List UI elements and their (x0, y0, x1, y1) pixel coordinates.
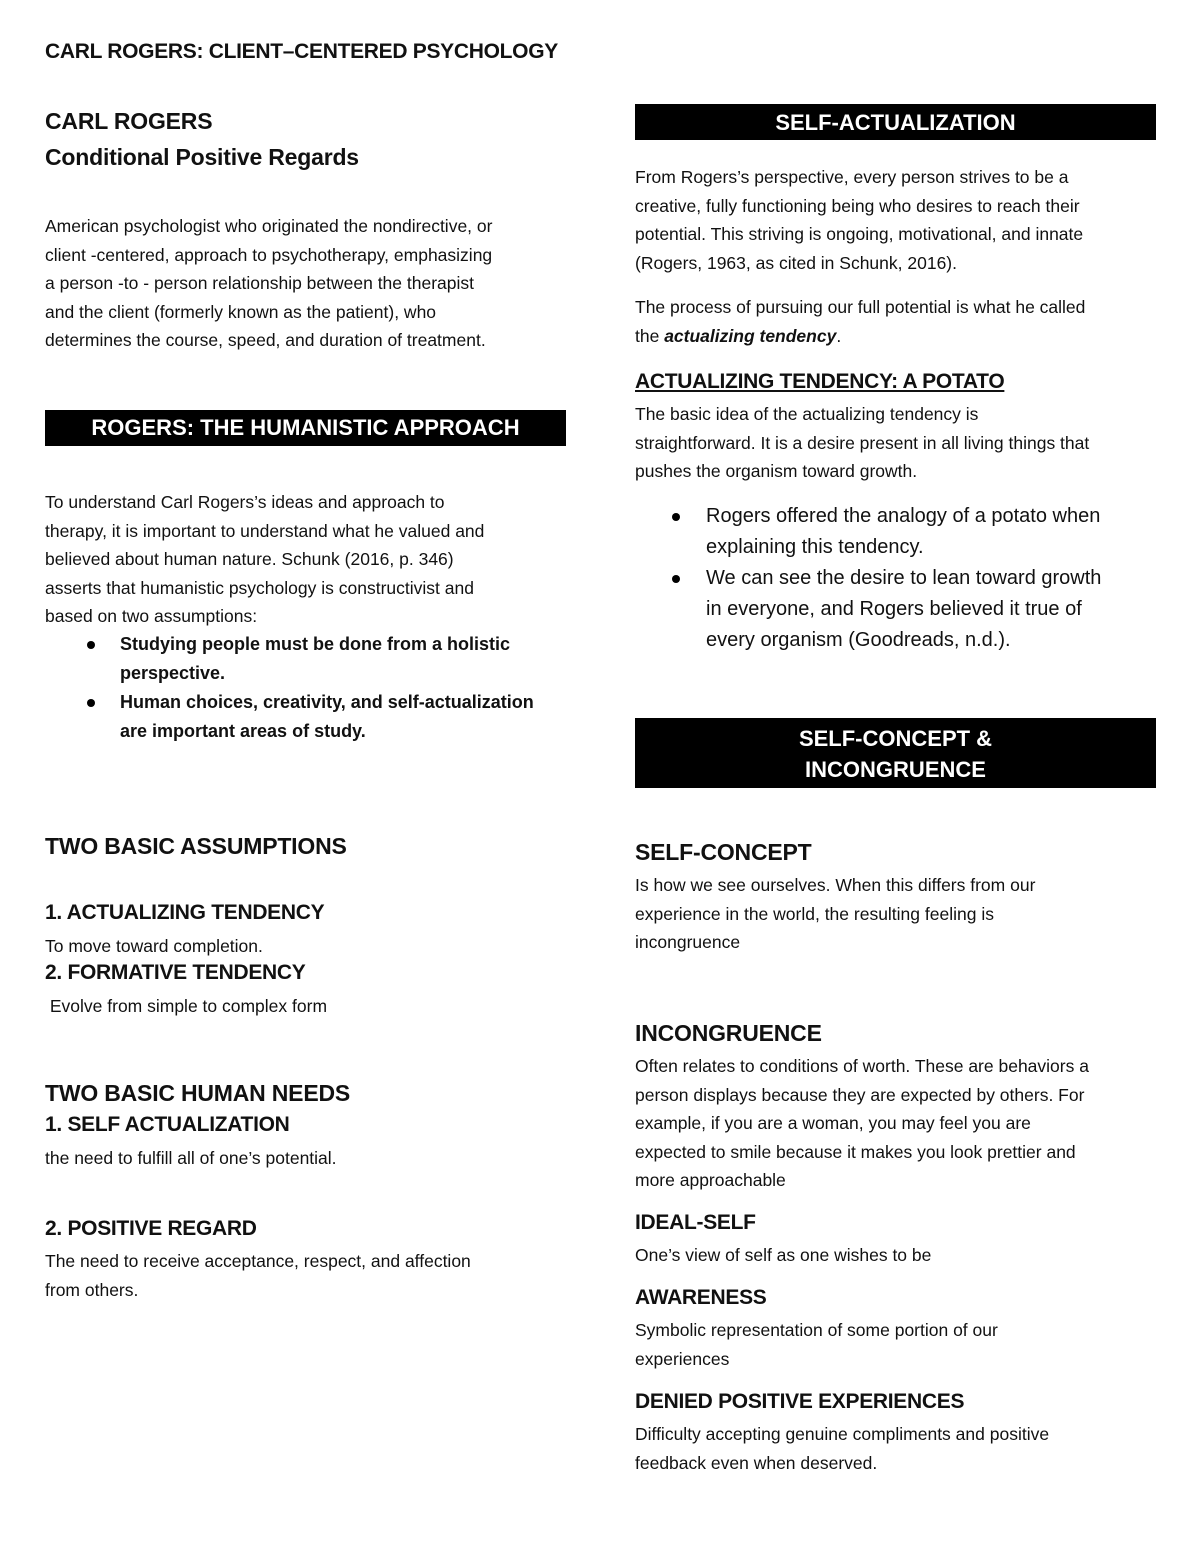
page-title: CARL ROGERS: CLIENT–CENTERED PSYCHOLOGY (45, 40, 558, 63)
denied-heading: DENIED POSITIVE EXPERIENCES (635, 1390, 965, 1413)
text-line: To understand Carl Rogers’s ideas and approach to (45, 492, 445, 512)
self-actualization-banner: SELF-ACTUALIZATION (635, 104, 1156, 140)
ideal-self-text: One’s view of self as one wishes to be (635, 1245, 932, 1265)
text-line: therapy, it is important to understand what he valued and (45, 520, 485, 541)
banner-line: SELF-CONCEPT & (798, 726, 993, 751)
text-line: Symbolic representation of some portion of our (635, 1320, 998, 1340)
assumption-2-heading: 2. FORMATIVE TENDENCY (45, 961, 306, 984)
process-paragraph (635, 293, 1085, 350)
text-line: creative, fully functioning being who desires to reach their (635, 195, 1080, 216)
text-line: feedback even when deserved. (635, 1452, 878, 1473)
self-concept-heading: SELF-CONCEPT (635, 839, 812, 865)
self-actualization-paragraph (635, 163, 1083, 277)
text-line: We can see the desire to lean toward growth (706, 567, 1102, 589)
text-line: The basic idea of the actualizing tendency is (635, 404, 979, 424)
potato-heading: ACTUALIZING TENDENCY: A POTATO (635, 370, 1005, 393)
incongruence-paragraph (635, 1052, 1089, 1195)
humanistic-bullet-list (120, 630, 534, 746)
humanistic-banner: ROGERS: THE HUMANISTIC APPROACH (45, 410, 566, 446)
text-line: example, if you are a woman, you may feel you are (635, 1113, 1031, 1133)
intro-paragraph (45, 212, 492, 355)
text-line: experience in the world, the resulting feeling is (635, 903, 994, 924)
text-line: Human choices, creativity, and self-actualization (120, 692, 534, 712)
need-2-text (45, 1247, 471, 1304)
text-line: potential. This striving is ongoing, motivational, and innate (635, 224, 1084, 244)
need-1-heading: 1. SELF ACTUALIZATION (45, 1113, 290, 1136)
self-concept-banner (635, 718, 1156, 788)
text-line: Often relates to conditions of worth. These are behaviors a (635, 1056, 1089, 1076)
assumption-2-text: Evolve from simple to complex form (45, 996, 328, 1016)
emphasis-text: actualizing tendency (664, 325, 837, 346)
text-line: Rogers offered the analogy of a potato when (706, 505, 1101, 527)
text-line: straightforward. It is a desire present in all living things that (635, 432, 1090, 453)
text-line: in everyone, and Rogers believed it true of (706, 598, 1082, 620)
text-line: From Rogers’s perspective, every person strives to be a (635, 167, 1069, 187)
incongruence-heading: INCONGRUENCE (635, 1020, 822, 1046)
text-line: (Rogers, 1963, as cited in Schunk, 2016). (635, 252, 957, 273)
text-line: pushes the organism toward growth. (635, 461, 918, 481)
text-line: The process of pursuing our full potential is what he called (635, 297, 1086, 317)
humanistic-paragraph (45, 488, 484, 631)
assumptions-heading: TWO BASIC ASSUMPTIONS (45, 833, 347, 859)
text-line: incongruence (635, 932, 741, 952)
text-line: more approachable (635, 1170, 786, 1190)
text-line: The need to receive acceptance, respect, and affection (45, 1251, 471, 1271)
bullet-icon (672, 575, 680, 583)
list-item (706, 501, 1101, 563)
list-item (706, 563, 1101, 656)
text-line: are important areas of study. (120, 721, 366, 741)
text-line: Is how we see ourselves. When this differs from our (635, 875, 1036, 895)
text-line: client -centered, approach to psychotherapy, emphasizing (45, 244, 493, 265)
list-item (120, 630, 534, 688)
assumption-1-text: To move toward completion. (45, 936, 263, 956)
name-heading: CARL ROGERS (45, 108, 213, 134)
potato-bullet-list (706, 501, 1101, 656)
text-fragment: . (836, 325, 842, 346)
text-line: Difficulty accepting genuine compliments and positive (635, 1424, 1050, 1444)
list-item (120, 688, 534, 746)
ideal-self-heading: IDEAL-SELF (635, 1211, 756, 1234)
text-line: based on two assumptions: (45, 606, 258, 626)
self-concept-paragraph (635, 871, 1035, 957)
needs-heading: TWO BASIC HUMAN NEEDS (45, 1080, 351, 1106)
text-line: and the client (formerly known as the patient), who (45, 301, 437, 322)
text-line: Studying people must be done from a holistic (120, 634, 511, 654)
potato-paragraph (635, 400, 1089, 486)
denied-paragraph (635, 1420, 1049, 1477)
text-line (635, 322, 1085, 351)
text-line: American psychologist who originated the nondirective, or (45, 216, 493, 236)
text-fragment: the (635, 325, 665, 346)
text-line: perspective. (120, 663, 226, 683)
awareness-paragraph (635, 1316, 998, 1373)
awareness-heading: AWARENESS (635, 1286, 767, 1309)
bullet-icon (87, 641, 95, 649)
text-line: believed about human nature. Schunk (2016, p. 346) (45, 549, 454, 569)
assumption-1-heading: 1. ACTUALIZING TENDENCY (45, 901, 325, 924)
subtitle-heading: Conditional Positive Regards (45, 144, 359, 170)
text-line: explaining this tendency. (706, 536, 924, 558)
need-1-text: the need to fulfill all of one’s potential. (45, 1148, 337, 1168)
text-line: determines the course, speed, and duration of treatment. (45, 330, 486, 350)
text-line: every organism (Goodreads, n.d.). (706, 629, 1011, 651)
text-line: a person -to - person relationship between the therapist (45, 273, 475, 293)
banner-line: INCONGRUENCE (805, 757, 986, 782)
need-2-heading: 2. POSITIVE REGARD (45, 1217, 257, 1240)
text-line: asserts that humanistic psychology is constructivist and (45, 577, 474, 598)
bullet-icon (87, 699, 95, 707)
text-line: from others. (45, 1279, 139, 1300)
text-line: person displays because they are expected by others. For (635, 1084, 1085, 1105)
bullet-icon (672, 513, 680, 521)
text-line: experiences (635, 1348, 730, 1369)
text-line: expected to smile because it makes you look prettier and (635, 1141, 1076, 1162)
